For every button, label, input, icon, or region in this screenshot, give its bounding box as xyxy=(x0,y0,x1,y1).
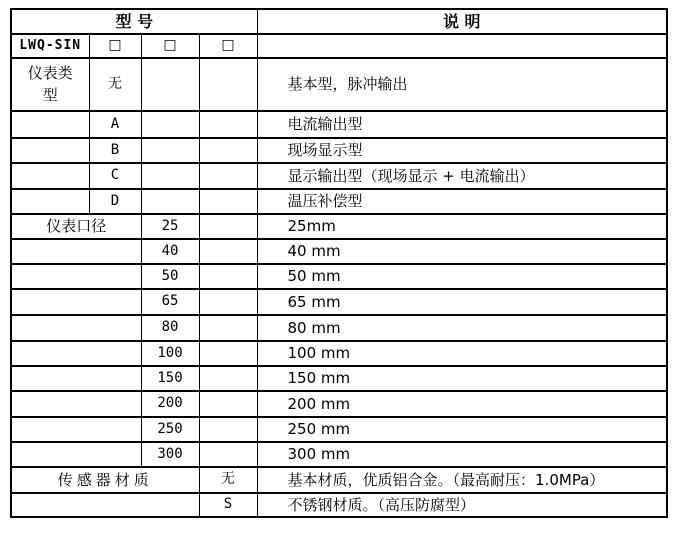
diameter-description-cell: 200 mm xyxy=(257,391,667,417)
model-header-cell: 型 号 xyxy=(11,9,257,34)
type-description-cell: 现场显示型 xyxy=(257,138,667,163)
empty-cell xyxy=(141,138,199,163)
empty-cell xyxy=(11,366,141,391)
empty-cell xyxy=(199,58,257,111)
diameter-description-cell: 250 mm xyxy=(257,417,667,442)
type-code-cell: A xyxy=(89,111,141,138)
empty-cell xyxy=(11,315,141,341)
diameter-code-cell: 100 xyxy=(141,341,199,366)
diameter-code-cell: 40 xyxy=(141,239,199,264)
table-row xyxy=(11,493,667,517)
type-code-cell: B xyxy=(89,138,141,163)
model-selection-table xyxy=(10,8,668,518)
empty-cell xyxy=(199,163,257,189)
empty-cell xyxy=(199,138,257,163)
type-code-cell: D xyxy=(89,189,141,214)
diameter-code-cell: 65 xyxy=(141,289,199,315)
table-row xyxy=(11,138,667,163)
material-description-cell: 基本材质，优质铝合金。（最高耐压：1.0MPa） xyxy=(257,467,667,493)
empty-cell xyxy=(11,163,89,189)
type-code-cell: C xyxy=(89,163,141,189)
empty-cell xyxy=(199,417,257,442)
instrument-type-label: 仪表类型 xyxy=(27,63,73,104)
table-row xyxy=(11,467,667,493)
description-header-cell: 说 明 xyxy=(257,9,667,34)
empty-cell xyxy=(199,289,257,315)
empty-cell xyxy=(199,442,257,467)
instrument-type-label-cell xyxy=(11,58,89,111)
diameter-label-cell: 仪表口径 xyxy=(11,214,141,239)
table-row xyxy=(11,111,667,138)
empty-cell xyxy=(199,366,257,391)
empty-cell xyxy=(141,58,199,111)
empty-cell xyxy=(199,315,257,341)
diameter-code-cell: 80 xyxy=(141,315,199,341)
empty-cell xyxy=(11,442,141,467)
material-code-cell: 无 xyxy=(199,467,257,493)
diameter-code-cell: 50 xyxy=(141,264,199,289)
empty-cell xyxy=(141,111,199,138)
diameter-code-cell: 300 xyxy=(141,442,199,467)
empty-cell xyxy=(199,214,257,239)
diameter-code-cell: 250 xyxy=(141,417,199,442)
diameter-code-cell: 200 xyxy=(141,391,199,417)
table-row xyxy=(11,289,667,315)
empty-cell xyxy=(141,189,199,214)
empty-cell xyxy=(11,417,141,442)
empty-cell xyxy=(11,289,141,315)
empty-cell xyxy=(141,163,199,189)
table-row xyxy=(11,315,667,341)
type-description-cell: 基本型，脉冲输出 xyxy=(257,58,667,111)
diameter-description-cell: 300 mm xyxy=(257,442,667,467)
diameter-code-cell: 150 xyxy=(141,366,199,391)
type-description-cell: 温压补偿型 xyxy=(257,189,667,214)
model-code-row xyxy=(11,34,667,58)
table-row xyxy=(11,442,667,467)
table-row xyxy=(11,417,667,442)
table-row xyxy=(11,214,667,239)
table-row xyxy=(11,264,667,289)
diameter-code-cell: 25 xyxy=(141,214,199,239)
empty-cell xyxy=(11,341,141,366)
material-description-cell: 不锈钢材质。（高压防腐型） xyxy=(257,493,667,517)
type-description-cell: 显示输出型（现场显示 + 电流输出） xyxy=(257,163,667,189)
table-header-row xyxy=(11,9,667,34)
table-row xyxy=(11,366,667,391)
table-row xyxy=(11,239,667,264)
empty-cell xyxy=(199,391,257,417)
table-row xyxy=(11,341,667,366)
empty-cell xyxy=(11,493,199,517)
empty-cell xyxy=(199,264,257,289)
type-code-cell: 无 xyxy=(89,58,141,111)
diameter-description-cell: 80 mm xyxy=(257,315,667,341)
empty-cell xyxy=(11,189,89,214)
empty-cell xyxy=(199,189,257,214)
empty-cell xyxy=(11,138,89,163)
empty-cell xyxy=(199,341,257,366)
diameter-description-cell: 150 mm xyxy=(257,366,667,391)
diameter-description-cell: 40 mm xyxy=(257,239,667,264)
selector-box-1: □ xyxy=(89,34,141,58)
table-row xyxy=(11,189,667,214)
table-row xyxy=(11,391,667,417)
model-code-cell: LWQ-SIN xyxy=(11,34,89,58)
diameter-description-cell: 100 mm xyxy=(257,341,667,366)
diameter-description-cell: 65 mm xyxy=(257,289,667,315)
diameter-description-cell: 50 mm xyxy=(257,264,667,289)
sensor-material-label-cell: 传感器材质 xyxy=(11,467,199,493)
material-code-cell: S xyxy=(199,493,257,517)
table-row xyxy=(11,58,667,111)
empty-cell xyxy=(11,111,89,138)
table-row xyxy=(11,163,667,189)
empty-cell xyxy=(11,391,141,417)
empty-cell xyxy=(11,239,141,264)
empty-cell xyxy=(199,239,257,264)
empty-cell xyxy=(257,34,667,58)
empty-cell xyxy=(11,264,141,289)
diameter-description-cell: 25mm xyxy=(257,214,667,239)
type-description-cell: 电流输出型 xyxy=(257,111,667,138)
selector-box-2: □ xyxy=(141,34,199,58)
empty-cell xyxy=(199,111,257,138)
selector-box-3: □ xyxy=(199,34,257,58)
